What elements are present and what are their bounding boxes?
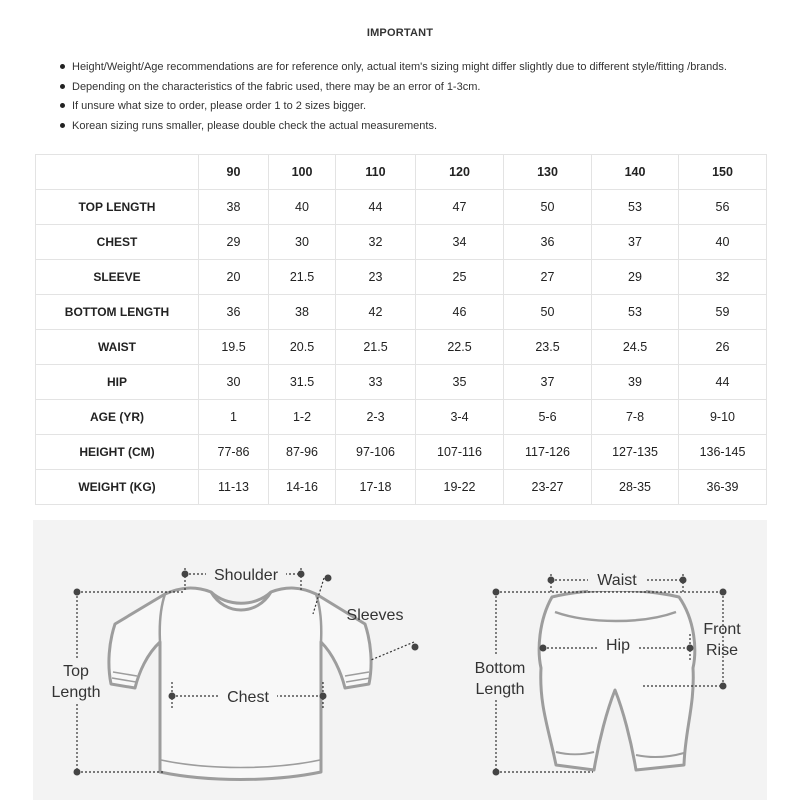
table-cell: 37	[592, 225, 679, 260]
table-cell: 26	[679, 330, 767, 365]
note-item: Height/Weight/Age recommendations are for reference only, actual item's sizing might differ slightly due to different style/fitting /brands.	[58, 58, 778, 78]
table-row	[36, 330, 767, 365]
table-row-label: SLEEVE	[36, 260, 199, 295]
table-cell: 39	[592, 365, 679, 400]
table-cell: 37	[504, 365, 592, 400]
bottom-garment-illustration	[539, 590, 695, 770]
table-cell: 34	[416, 225, 504, 260]
table-row	[36, 435, 767, 470]
table-cell: 23	[336, 260, 416, 295]
note-item: Depending on the characteristics of the fabric used, there may be an error of 1-3cm.	[58, 78, 778, 98]
table-header-cell: 130	[504, 155, 592, 190]
front-rise-label-line2: Rise	[705, 642, 739, 659]
table-cell: 56	[679, 190, 767, 225]
table-cell: 40	[269, 190, 336, 225]
measurement-diagram	[33, 520, 767, 800]
size-chart-body	[36, 190, 767, 505]
measurement-diagram-svg	[33, 520, 767, 800]
table-row-label: WAIST	[36, 330, 199, 365]
table-cell: 47	[416, 190, 504, 225]
table-cell: 33	[336, 365, 416, 400]
waist-label: Waist	[597, 572, 637, 589]
table-cell: 35	[416, 365, 504, 400]
table-row	[36, 260, 767, 295]
table-cell: 27	[504, 260, 592, 295]
table-row-label: HEIGHT (CM)	[36, 435, 199, 470]
table-cell: 40	[679, 225, 767, 260]
table-row-label: TOP LENGTH	[36, 190, 199, 225]
table-cell: 11-13	[199, 470, 269, 505]
table-cell: 28-35	[592, 470, 679, 505]
table-cell: 19-22	[416, 470, 504, 505]
table-cell: 20	[199, 260, 269, 295]
table-cell: 5-6	[504, 400, 592, 435]
table-header-cell: 110	[336, 155, 416, 190]
top-length-label-line2: Length	[51, 684, 101, 701]
bottom-length-label-line1: Bottom	[474, 660, 526, 677]
notes-list	[58, 58, 778, 136]
table-row	[36, 295, 767, 330]
table-cell: 50	[504, 190, 592, 225]
table-cell: 117-126	[504, 435, 592, 470]
table-cell: 32	[679, 260, 767, 295]
table-cell: 32	[336, 225, 416, 260]
table-row	[36, 225, 767, 260]
table-cell: 3-4	[416, 400, 504, 435]
table-cell: 29	[199, 225, 269, 260]
table-cell: 107-116	[416, 435, 504, 470]
table-header-cell: 150	[679, 155, 767, 190]
hip-label: Hip	[605, 637, 631, 654]
table-cell: 36	[199, 295, 269, 330]
table-header-cell	[36, 155, 199, 190]
table-cell: 22.5	[416, 330, 504, 365]
table-cell: 21.5	[336, 330, 416, 365]
sleeves-label: Sleeves	[346, 607, 404, 624]
table-cell: 17-18	[336, 470, 416, 505]
table-cell: 44	[679, 365, 767, 400]
table-header-cell: 100	[269, 155, 336, 190]
table-cell: 38	[269, 295, 336, 330]
table-header-cell: 140	[592, 155, 679, 190]
table-header-row	[36, 155, 767, 190]
table-cell: 44	[336, 190, 416, 225]
table-cell: 30	[269, 225, 336, 260]
table-cell: 24.5	[592, 330, 679, 365]
table-cell: 127-135	[592, 435, 679, 470]
table-cell: 36	[504, 225, 592, 260]
note-item: Korean sizing runs smaller, please double check the actual measurements.	[58, 117, 778, 137]
table-cell: 50	[504, 295, 592, 330]
table-cell: 53	[592, 295, 679, 330]
front-rise-label-line1: Front	[703, 621, 741, 638]
size-chart-header	[36, 155, 767, 190]
table-cell: 20.5	[269, 330, 336, 365]
chest-label: Chest	[227, 689, 269, 706]
table-cell: 36-39	[679, 470, 767, 505]
table-cell: 21.5	[269, 260, 336, 295]
table-row	[36, 400, 767, 435]
table-row-label: HIP	[36, 365, 199, 400]
table-cell: 136-145	[679, 435, 767, 470]
table-cell: 42	[336, 295, 416, 330]
table-cell: 53	[592, 190, 679, 225]
table-cell: 46	[416, 295, 504, 330]
table-row-label: AGE (YR)	[36, 400, 199, 435]
table-row	[36, 190, 767, 225]
table-row-label: BOTTOM LENGTH	[36, 295, 199, 330]
table-header-cell: 120	[416, 155, 504, 190]
table-cell: 7-8	[592, 400, 679, 435]
table-cell: 59	[679, 295, 767, 330]
table-header-cell: 90	[199, 155, 269, 190]
top-length-label-line1: Top	[63, 663, 89, 680]
table-cell: 23.5	[504, 330, 592, 365]
table-cell: 38	[199, 190, 269, 225]
size-chart-table	[35, 154, 767, 505]
table-cell: 1-2	[269, 400, 336, 435]
table-row-label: CHEST	[36, 225, 199, 260]
table-cell: 1	[199, 400, 269, 435]
table-cell: 87-96	[269, 435, 336, 470]
table-row	[36, 470, 767, 505]
note-item: If unsure what size to order, please order 1 to 2 sizes bigger.	[58, 97, 778, 117]
table-cell: 77-86	[199, 435, 269, 470]
table-cell: 2-3	[336, 400, 416, 435]
table-cell: 19.5	[199, 330, 269, 365]
table-row	[36, 365, 767, 400]
table-cell: 31.5	[269, 365, 336, 400]
table-cell: 97-106	[336, 435, 416, 470]
shoulder-label: Shoulder	[213, 567, 279, 584]
bottom-length-label-line2: Length	[475, 681, 525, 698]
table-cell: 30	[199, 365, 269, 400]
page-title: IMPORTANT	[366, 27, 434, 39]
table-cell: 9-10	[679, 400, 767, 435]
table-cell: 23-27	[504, 470, 592, 505]
table-row-label: WEIGHT (KG)	[36, 470, 199, 505]
table-cell: 29	[592, 260, 679, 295]
table-cell: 25	[416, 260, 504, 295]
top-garment-illustration	[109, 588, 371, 779]
table-cell: 14-16	[269, 470, 336, 505]
